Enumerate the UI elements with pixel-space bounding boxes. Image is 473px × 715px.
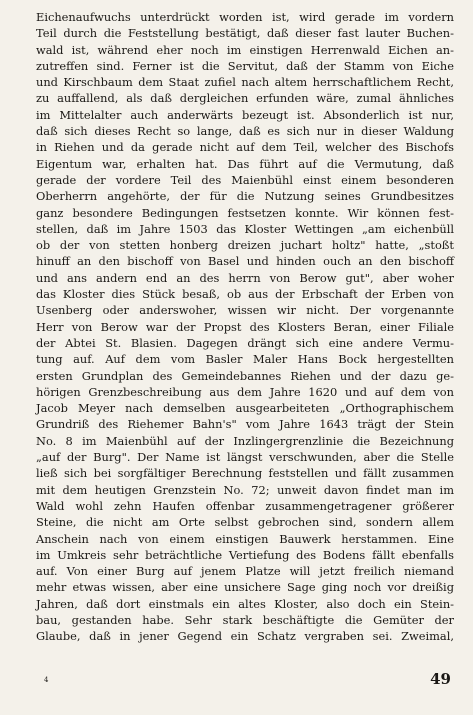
signature-mark: 4 bbox=[44, 676, 49, 684]
text-line: ob der von stetten honberg dreizen juchart holtz" hatte, „stoßt bbox=[36, 238, 454, 253]
text-line: stellen, daß im Jahre 1503 das Kloster Wettingen „am eichenbüll bbox=[36, 221, 454, 236]
text-line: daß sich dieses Recht so lange, daß es sich nur in dieser Waldung bbox=[36, 124, 454, 139]
text-line: No. 8 im Maienbühl auf der Inzlingergrenzlinie die Bezeichnung bbox=[36, 433, 454, 448]
text-line: Grundriß des Riehemer Bahn's" vom Jahre 1643 trägt der Stein bbox=[36, 417, 454, 432]
text-line: ganz besondere Bedingungen festsetzen konnte. Wir können fest- bbox=[36, 205, 454, 220]
text-line: bau, gestanden habe. Sehr stark beschäftigte die Gemüter der bbox=[36, 612, 454, 627]
body-text bbox=[36, 9, 454, 645]
text-line: Oberherrn angehörte, der für die Nutzung seines Grundbesitzes bbox=[36, 189, 454, 204]
text-line: Glaube, daß in jener Gegend ein Schatz vergraben sei. Zweimal, bbox=[36, 629, 454, 644]
text-line: gerade der vordere Teil des Maienbühl einst einem besonderen bbox=[36, 172, 454, 187]
text-line: in Riehen und da gerade nicht auf dem Teil, welcher des Bischofs bbox=[36, 140, 454, 155]
text-line: hörigen Grenzbeschreibung aus dem Jahre 1620 und auf dem von bbox=[36, 384, 454, 399]
text-line: Usenberg oder anderswoher, wissen wir nicht. Der vorgenannte bbox=[36, 303, 454, 318]
text-line: wald ist, während eher noch im einstigen Herrenwald Eichen an- bbox=[36, 42, 454, 57]
text-line: Eigentum war, erhalten hat. Das führt auf die Vermutung, daß bbox=[36, 156, 454, 171]
text-line: Teil durch die Feststellung bestätigt, daß dieser fast lauter Buchen- bbox=[36, 26, 454, 41]
text-line: Jahren, daß dort einstmals ein altes Kloster, also doch ein Stein- bbox=[36, 596, 454, 611]
text-line: zutreffen sind. Ferner ist die Servitut, daß der Stamm von Eiche bbox=[36, 58, 454, 73]
text-line: ersten Grundplan des Gemeindebannes Riehen und der dazu ge- bbox=[36, 368, 454, 383]
text-line: mehr etwas wissen, aber eine unsichere Sage ging noch vor dreißig bbox=[36, 580, 454, 595]
text-line: Anschein nach von einem einstigen Bauwerk herstammen. Eine bbox=[36, 531, 454, 546]
text-line: und ans andern end an des herrn von Berow gut", aber woher bbox=[36, 270, 454, 285]
text-line: Herr von Berow war der Propst des Klosters Beran, einer Filiale bbox=[36, 319, 454, 334]
text-line: im Umkreis sehr beträchtliche Vertiefung des Bodens fällt ebenfalls bbox=[36, 547, 454, 562]
text-line: das Kloster dies Stück besaß, ob aus der Erbschaft der Erben von bbox=[36, 287, 454, 302]
text-line: zu auffallend, als daß dergleichen erfunden wäre, zumal ähnliches bbox=[36, 91, 454, 106]
text-line: mit dem heutigen Grenzstein No. 72; unweit davon findet man im bbox=[36, 482, 454, 497]
text-line: Jacob Meyer nach demselben ausgearbeiteten „Orthographischem bbox=[36, 401, 454, 416]
text-line: Steine, die nicht am Orte selbst gebrochen sind, sondern allem bbox=[36, 515, 454, 530]
text-line: tung auf. Auf dem vom Basler Maler Hans Bock hergestellten bbox=[36, 352, 454, 367]
text-line: „auf der Burg". Der Name ist längst verschwunden, aber die Stelle bbox=[36, 450, 454, 465]
text-line: der Abtei St. Blasien. Dagegen drängt sich eine andere Vermu- bbox=[36, 335, 454, 350]
text-line: ließ sich bei sorgfältiger Berechnung feststellen und fällt zusammen bbox=[36, 466, 454, 481]
text-line: hinuff an den bischoff von Basel und hinden ouch an den bischoff bbox=[36, 254, 454, 269]
text-line: auf. Von einer Burg auf jenem Platze will jetzt freilich niemand bbox=[36, 564, 454, 579]
text-line: Eichenaufwuchs unterdrückt worden ist, wird gerade im vordern bbox=[36, 10, 454, 24]
text-line: und Kirschbaum dem Staat zufiel nach altem herrschaftlichem Recht, bbox=[36, 75, 454, 90]
page-number: 49 bbox=[430, 670, 451, 688]
text-line: Wald wohl zehn Haufen offenbar zusammengetragener größerer bbox=[36, 498, 454, 513]
text-line: im Mittelalter auch anderwärts bezeugt ist. Absonderlich ist nur, bbox=[36, 107, 454, 122]
